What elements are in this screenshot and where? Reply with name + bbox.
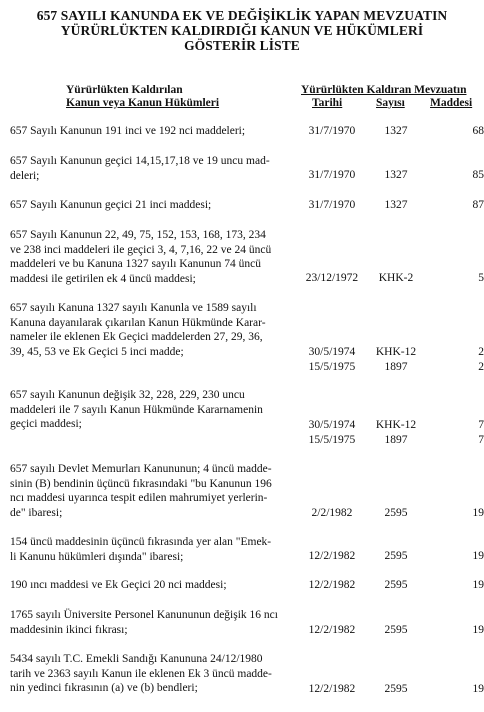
repealing-number: 2595 bbox=[384, 683, 408, 695]
repealing-date: 12/2/1982 bbox=[308, 683, 356, 695]
repealing-article: 19 bbox=[472, 624, 484, 636]
repealing-date: 31/7/1970 bbox=[308, 199, 356, 211]
repealing-date: 12/2/1982 bbox=[308, 550, 356, 562]
provision-text-line: de" ibaresi; bbox=[10, 506, 63, 519]
repealing-article: 2 bbox=[478, 346, 484, 358]
repealing-number: 1327 bbox=[384, 125, 408, 137]
repealing-number: 2595 bbox=[384, 550, 408, 562]
repealing-number: 1897 bbox=[384, 360, 408, 373]
repealing-article-cell bbox=[430, 198, 484, 213]
provision-text-line: 657 Sayılı Kanunun 22, 49, 75, 152, 153, 168, 173, 234 bbox=[10, 229, 266, 241]
repealing-date-cell bbox=[300, 549, 364, 564]
repealed-provision-text bbox=[10, 228, 294, 286]
repealed-provision-text bbox=[10, 198, 294, 213]
repealing-article-cell bbox=[430, 271, 484, 286]
repealing-number-cell bbox=[366, 578, 426, 593]
repealing-article-cell bbox=[430, 623, 484, 638]
repealing-date-cell bbox=[300, 168, 364, 183]
repealing-number: KHK-2 bbox=[378, 272, 414, 284]
repealing-article: 68 bbox=[472, 125, 484, 137]
header-repealed-line1: Yürürlükten Kaldırılan bbox=[66, 84, 183, 96]
header-number: Sayısı bbox=[376, 97, 405, 109]
provision-text-line: deleri; bbox=[10, 169, 40, 182]
repealing-number: KHK-12 bbox=[375, 346, 417, 358]
repealing-article-cell bbox=[430, 549, 484, 564]
provision-text-line: 657 Sayılı Kanunun geçici 21 inci maddesi; bbox=[10, 199, 212, 211]
header-repealed-line2: Kanun veya Kanun Hükümleri bbox=[66, 97, 220, 109]
title-line-2: YÜRÜRLÜKTEN KALDIRDIĞI KANUN VE HÜKÜMLERİ bbox=[60, 23, 424, 38]
repealed-provision-text bbox=[10, 124, 294, 139]
provision-text-line: 657 sayılı Kanunun değişik 32, 228, 229, 230 uncu bbox=[10, 389, 245, 401]
repealing-number-cell bbox=[366, 549, 426, 564]
provision-text-line: 657 Sayılı Kanunun 191 inci ve 192 nci maddeleri; bbox=[10, 125, 246, 137]
repealing-date: 12/2/1982 bbox=[308, 579, 356, 591]
provision-text-line: 657 Sayılı Kanunun geçici 14,15,17,18 ve 19 uncu mad- bbox=[10, 155, 270, 167]
repealing-date: 30/5/1974 bbox=[308, 419, 356, 431]
repealed-provision-text bbox=[10, 301, 294, 359]
repealing-number: KHK-12 bbox=[375, 419, 417, 431]
repealing-number: 2595 bbox=[384, 507, 408, 519]
repealing-article: 2 bbox=[478, 360, 484, 373]
provision-text-line: 5434 sayılı T.C. Emekli Sandığı Kanununa 24/12/1980 bbox=[10, 653, 263, 665]
repealing-number-cell bbox=[366, 271, 426, 286]
repealing-number-cell bbox=[366, 124, 426, 139]
repealed-provision-text bbox=[10, 388, 294, 432]
provision-text-line: 1765 sayılı Üniversite Personel Kanununun değişik 16 ncı bbox=[10, 609, 278, 621]
provision-text-line: geçici maddesi; bbox=[10, 418, 82, 430]
repealing-article-cell bbox=[430, 418, 484, 447]
header-article: Maddesi bbox=[430, 97, 473, 109]
repealing-article: 5 bbox=[478, 272, 484, 284]
repealing-date-cell bbox=[300, 506, 364, 521]
header-date: Tarihi bbox=[312, 97, 343, 109]
header-repealing-legislation: Yürürlükten Kaldıran Mevzuatın bbox=[301, 84, 467, 96]
provision-text-line: sinin (B) bendinin üçüncü fıkrasındaki "bu Kanunun 196 bbox=[10, 477, 272, 490]
repealing-article: 19 bbox=[472, 550, 484, 562]
provision-text-line: ve 238 inci maddeleri ile geçici 3, 4, 7,16, 22 ve 24 üncü bbox=[10, 243, 272, 256]
repealing-article: 19 bbox=[472, 579, 484, 591]
provision-text-line: ncı maddesi uyarınca tespit edilen mahrumiyet yerlerin- bbox=[10, 492, 268, 504]
repealing-date-cell bbox=[300, 124, 364, 139]
repealing-number: 1327 bbox=[384, 199, 408, 211]
repealing-date-cell bbox=[300, 623, 364, 638]
provision-text-line: maddeleri ve bu Kanuna 1327 sayılı Kanunun 74 üncü bbox=[10, 258, 262, 270]
repealing-date-cell bbox=[300, 578, 364, 593]
provision-text-line: tarih ve 2363 sayılı Kanun ile eklenen Ek 3 üncü madde- bbox=[10, 667, 272, 680]
repealing-date: 12/2/1982 bbox=[308, 624, 356, 636]
repealing-date-cell bbox=[300, 682, 364, 697]
repealing-date: 15/5/1975 bbox=[308, 360, 356, 373]
repealing-date: 23/12/1972 bbox=[305, 272, 359, 284]
repealing-number: 1897 bbox=[384, 433, 408, 446]
repealed-provision-text bbox=[10, 154, 294, 183]
repealing-article-cell bbox=[430, 168, 484, 183]
repealing-article-cell bbox=[430, 506, 484, 521]
repealing-number-cell bbox=[366, 506, 426, 521]
repealing-date-cell bbox=[300, 345, 364, 374]
provision-text-line: 154 üncü maddesinin üçüncü fıkrasında yer alan "Emek- bbox=[10, 536, 272, 548]
repealing-date: 15/5/1975 bbox=[308, 433, 356, 446]
repealed-provision-text bbox=[10, 535, 294, 564]
title-line-1: 657 SAYILI KANUNDA EK VE DEĞİŞİKLİK YAPAN MEVZUATIN bbox=[36, 8, 448, 23]
provision-text-line: 39, 45, 53 ve Ek Geçici 5 inci madde; bbox=[10, 345, 184, 358]
provision-text-line: maddesinin ikinci fıkrası; bbox=[10, 623, 128, 636]
repealing-article: 7 bbox=[478, 433, 484, 446]
provision-text-line: nin yedinci fıkrasının (a) ve (b) bendleri; bbox=[10, 682, 198, 694]
repealing-number: 2595 bbox=[384, 624, 408, 636]
repealing-date: 31/7/1970 bbox=[308, 125, 356, 137]
provision-text-line: maddeleri ile 7 sayılı Kanun Hükmünde Kararnamenin bbox=[10, 403, 263, 416]
repealing-article-cell bbox=[430, 682, 484, 697]
repealing-number-cell bbox=[366, 623, 426, 638]
repealed-provision-text bbox=[10, 578, 294, 593]
repealing-number-cell bbox=[366, 345, 426, 374]
repealed-provision-text bbox=[10, 462, 294, 520]
provision-text-line: li Kanunu hükümleri dışında" ibaresi; bbox=[10, 550, 184, 563]
provision-text-line: 657 sayılı Kanuna 1327 sayılı Kanunla ve 1589 sayılı bbox=[10, 302, 257, 314]
repealing-number: 2595 bbox=[384, 579, 408, 591]
title-line-3: GÖSTERİR LİSTE bbox=[184, 38, 300, 53]
repealing-article-cell bbox=[430, 124, 484, 139]
repealing-article: 87 bbox=[472, 199, 484, 211]
repealing-date-cell bbox=[300, 198, 364, 213]
repealing-article: 19 bbox=[472, 683, 484, 695]
repealing-article: 19 bbox=[472, 507, 484, 519]
repealing-number-cell bbox=[366, 418, 426, 447]
repealing-number-cell bbox=[366, 682, 426, 697]
repealing-article-cell bbox=[430, 345, 484, 374]
provision-text-line: Kanuna dayanılarak çıkarılan Kanun Hükmünde Karar- bbox=[10, 316, 266, 329]
repealing-date-cell bbox=[300, 271, 364, 286]
provision-text-line: 190 ıncı maddesi ve Ek Geçici 20 nci maddesi; bbox=[10, 579, 227, 591]
repealing-date: 2/2/1982 bbox=[311, 507, 353, 519]
document-title bbox=[0, 8, 484, 53]
provision-text-line: 657 sayılı Devlet Memurları Kanununun; 4 üncü madde- bbox=[10, 463, 272, 475]
repealing-article-cell bbox=[430, 578, 484, 593]
repealing-date: 30/5/1974 bbox=[308, 346, 356, 358]
provision-text-line: nameler ile eklenen Ek Geçici maddelerden 27, 29, 36, bbox=[10, 331, 263, 343]
repealing-article: 85 bbox=[472, 169, 484, 181]
repealing-date: 31/7/1970 bbox=[308, 169, 356, 181]
repealing-date-cell bbox=[300, 418, 364, 447]
repealing-number-cell bbox=[366, 198, 426, 213]
repealing-article: 7 bbox=[478, 419, 484, 431]
repealing-number: 1327 bbox=[384, 169, 408, 181]
repealed-provision-text bbox=[10, 652, 294, 696]
repealed-provision-text bbox=[10, 608, 294, 637]
provision-text-line: maddesi ile getirilen ek 4 üncü maddesi; bbox=[10, 272, 196, 285]
repealing-number-cell bbox=[366, 168, 426, 183]
